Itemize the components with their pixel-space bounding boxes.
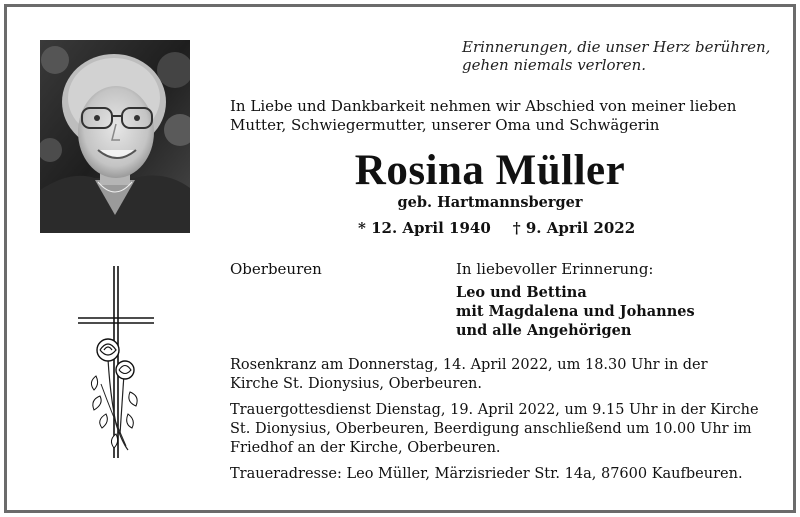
remembrance-heading: In liebevoller Erinnerung: [456, 260, 654, 278]
notice-line: Friedhof an der Kirche, Oberbeuren. [230, 440, 501, 456]
notice-line: Trauergottesdienst Dienstag, 19. April 2022, um 9.15 Uhr in der Kirche [230, 402, 759, 418]
portrait-photo [40, 40, 190, 233]
life-dates [358, 218, 658, 238]
notice-line: Kirche St. Dionysius, Oberbeuren. [230, 376, 482, 392]
place-name: Oberbeuren [230, 260, 322, 278]
quote-line: Erinnerungen, die unser Herz berühren, [462, 38, 771, 56]
service-notices [230, 356, 770, 491]
notice-rosary [230, 356, 770, 394]
quote-line: gehen niemals verloren. [462, 56, 647, 74]
deceased-name: Rosina Müller [354, 147, 626, 194]
farewell-intro [230, 97, 770, 135]
death-date: † 9. April 2022 [512, 219, 636, 237]
memorial-quote [462, 38, 782, 74]
notice-line: St. Dionysius, Oberbeuren, Beerdigung anschließend um 10.00 Uhr im [230, 421, 752, 437]
cross-with-roses [76, 264, 158, 460]
intro-line: Mutter, Schwiegermutter, unserer Oma und Schwägerin [230, 116, 660, 134]
mourner-line: und alle Angehörigen [456, 322, 632, 339]
notice-line: Rosenkranz am Donnerstag, 14. April 2022, um 18.30 Uhr in der [230, 357, 708, 373]
maiden-name: geb. Hartmannsberger [397, 194, 583, 211]
mourners-list [456, 283, 695, 340]
notice-funeral-service [230, 401, 770, 458]
notice-line: Traueradresse: Leo Müller, Märzisrieder Str. 14a, 87600 Kaufbeuren. [230, 466, 743, 482]
mourner-line: mit Magdalena und Johannes [456, 303, 695, 320]
mourner-line: Leo und Bettina [456, 284, 587, 301]
birth-date: * 12. April 1940 [358, 219, 491, 237]
notice-mourning-address [230, 465, 770, 484]
intro-line: In Liebe und Dankbarkeit nehmen wir Abschied von meiner lieben [230, 97, 737, 115]
